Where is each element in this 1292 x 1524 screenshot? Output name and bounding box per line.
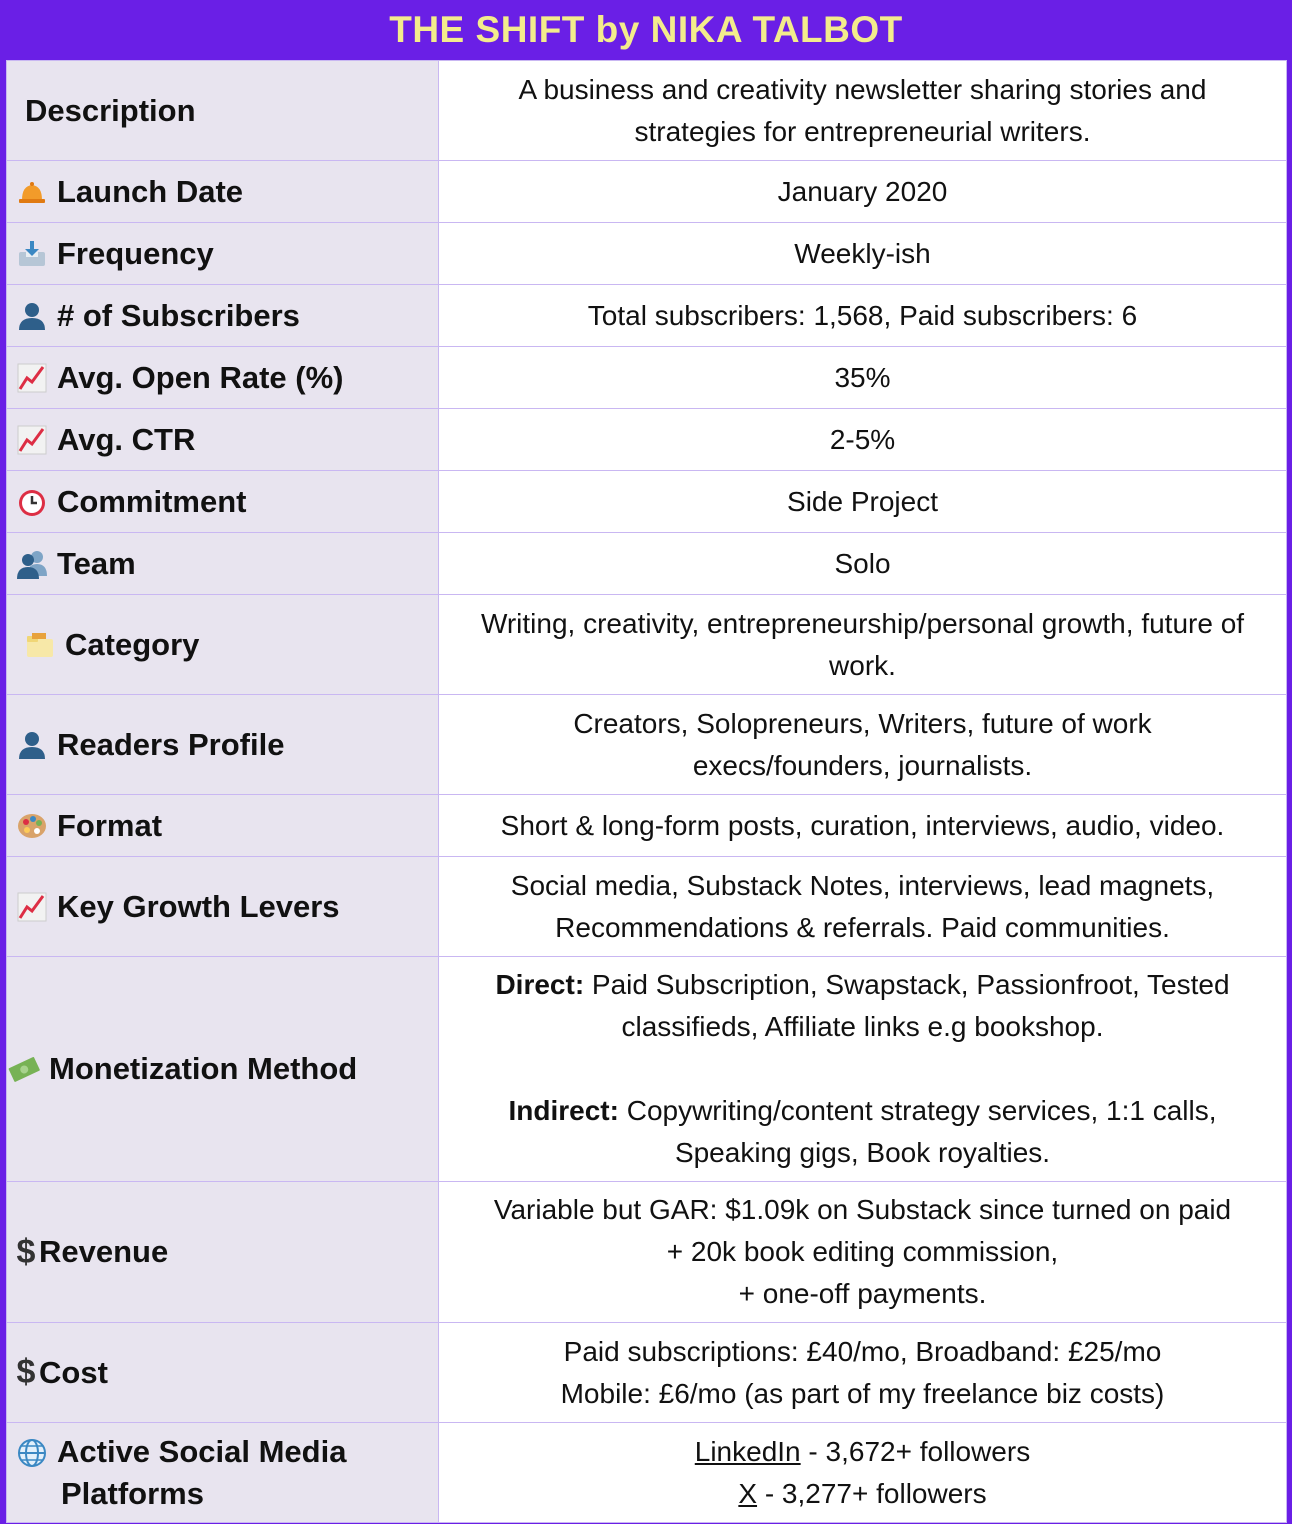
label-cell xyxy=(7,409,439,471)
indirect-label: Indirect: xyxy=(508,1095,619,1126)
globe-icon xyxy=(15,1436,49,1470)
dollar-icon: $ xyxy=(16,1353,36,1391)
value-line: Mobile: £6/mo (as part of my freelance biz costs) xyxy=(560,1377,1165,1409)
value-line: execs/founders, journalists. xyxy=(692,749,1033,781)
value-line: Weekly-ish xyxy=(794,237,931,269)
chart-increasing-icon xyxy=(15,361,49,395)
page-title: THE SHIFT by NIKA TALBOT xyxy=(389,9,903,50)
value-line: Copywriting/content strategy services, 1:1 calls, xyxy=(618,1095,1217,1126)
value-line: A business and creativity newsletter sharing stories and xyxy=(518,73,1207,105)
linkedin-link[interactable]: LinkedIn xyxy=(694,1435,801,1467)
row-label: Platforms xyxy=(61,1475,204,1511)
inbox-tray-icon xyxy=(15,237,49,271)
table-row xyxy=(7,1323,1287,1423)
value-cell xyxy=(439,1423,1287,1523)
row-label: Key Growth Levers xyxy=(57,888,340,924)
label-cell xyxy=(7,61,439,161)
value-cell xyxy=(439,533,1287,595)
value-line: January 2020 xyxy=(777,175,948,207)
row-label: Category xyxy=(65,626,200,662)
label-cell xyxy=(7,595,439,695)
label-cell xyxy=(7,695,439,795)
label-cell xyxy=(7,471,439,533)
value-line: Side Project xyxy=(787,485,938,517)
social-line xyxy=(445,1431,1280,1473)
table-row xyxy=(7,857,1287,957)
value-line: work. xyxy=(829,649,896,681)
value-line: Variable but GAR: $1.09k on Substack since turned on paid xyxy=(493,1194,1232,1225)
table-row xyxy=(7,533,1287,595)
label-cell xyxy=(7,161,439,223)
value-line: 2-5% xyxy=(829,423,896,455)
label-cell xyxy=(7,1182,439,1323)
table-row xyxy=(7,595,1287,695)
value-line: Paid subscriptions: £40/mo, Broadband: £25/mo xyxy=(563,1335,1162,1367)
row-label: Commitment xyxy=(57,483,247,519)
spacer xyxy=(445,1048,1280,1090)
indirect-line xyxy=(445,1090,1280,1132)
label-cell xyxy=(7,1423,439,1523)
row-label: # of Subscribers xyxy=(57,297,300,333)
value-cell xyxy=(439,695,1287,795)
value-cell xyxy=(439,471,1287,533)
row-label: Team xyxy=(57,545,136,581)
value-cell xyxy=(439,61,1287,161)
person-icon xyxy=(15,728,49,762)
file-folder-icon xyxy=(23,628,57,662)
row-label: Monetization Method xyxy=(49,1051,358,1086)
label-cell xyxy=(7,857,439,957)
money-icon xyxy=(7,1052,41,1086)
label-cell xyxy=(7,223,439,285)
value-cell xyxy=(439,857,1287,957)
value-cell xyxy=(439,595,1287,695)
value-line: strategies for entrepreneurial writers. xyxy=(634,115,1091,147)
value-line: 35% xyxy=(834,361,891,393)
label-cell xyxy=(7,347,439,409)
table-row xyxy=(7,1423,1287,1523)
chart-increasing-icon xyxy=(15,423,49,457)
value-line: Solo xyxy=(834,547,891,579)
value-cell xyxy=(439,409,1287,471)
palette-icon xyxy=(15,809,49,843)
value-line: + 20k book editing commission, xyxy=(666,1236,1059,1267)
table-row xyxy=(7,409,1287,471)
table-row xyxy=(7,223,1287,285)
x-link[interactable]: X xyxy=(738,1477,758,1509)
table-row xyxy=(7,161,1287,223)
table-row xyxy=(7,285,1287,347)
table-row xyxy=(7,695,1287,795)
value-line: classifieds, Affiliate links e.g bookshop. xyxy=(621,1011,1104,1042)
value-cell xyxy=(439,347,1287,409)
value-cell xyxy=(439,285,1287,347)
value-cell xyxy=(439,957,1287,1182)
table-row xyxy=(7,1182,1287,1323)
value-line: Speaking gigs, Book royalties. xyxy=(674,1137,1051,1168)
social-line xyxy=(445,1473,1280,1515)
value-line: Total subscribers: 1,568, Paid subscribers: 6 xyxy=(587,299,1138,331)
person-icon xyxy=(15,299,49,333)
bell-icon xyxy=(15,175,49,209)
table-row xyxy=(7,347,1287,409)
row-label: Cost xyxy=(39,1354,108,1390)
direct-line xyxy=(445,964,1280,1006)
label-cell xyxy=(7,1323,439,1423)
value-line: - 3,277+ followers xyxy=(757,1477,987,1509)
alarm-clock-icon xyxy=(15,485,49,519)
value-line: Creators, Solopreneurs, Writers, future of work xyxy=(573,707,1152,739)
value-line: + one-off payments. xyxy=(738,1278,987,1309)
table-row xyxy=(7,795,1287,857)
value-line: Social media, Substack Notes, interviews, lead magnets, xyxy=(510,869,1215,901)
dollar-icon: $ xyxy=(16,1232,36,1271)
table-row xyxy=(7,471,1287,533)
row-label: Active Social Media xyxy=(57,1433,347,1469)
value-cell xyxy=(439,161,1287,223)
label-cell xyxy=(7,533,439,595)
row-label: Revenue xyxy=(39,1234,169,1269)
table-row xyxy=(7,61,1287,161)
value-cell xyxy=(439,1182,1287,1323)
row-label: Description xyxy=(25,92,196,128)
direct-label: Direct: xyxy=(495,969,585,1000)
chart-increasing-icon xyxy=(15,890,49,924)
newsletter-table xyxy=(6,60,1287,1523)
value-line: Paid Subscription, Swapstack, Passionfroot, Tested xyxy=(584,969,1230,1000)
value-cell xyxy=(439,1323,1287,1423)
label-cell xyxy=(7,795,439,857)
value-cell xyxy=(439,795,1287,857)
label-cell xyxy=(7,957,439,1182)
value-cell xyxy=(439,223,1287,285)
row-label: Format xyxy=(57,807,163,843)
people-icon xyxy=(15,547,49,581)
row-label: Frequency xyxy=(57,235,214,271)
value-line: - 3,672+ followers xyxy=(800,1435,1031,1467)
table-row xyxy=(7,957,1287,1182)
row-label: Avg. CTR xyxy=(57,421,196,457)
value-line: Short & long-form posts, curation, interviews, audio, video. xyxy=(500,809,1225,841)
value-line: Recommendations & referrals. Paid communities. xyxy=(555,911,1170,943)
row-label: Launch Date xyxy=(57,173,244,209)
value-line: Writing, creativity, entrepreneurship/personal growth, future of xyxy=(480,607,1245,639)
row-label: Avg. Open Rate (%) xyxy=(57,359,344,395)
label-cell xyxy=(7,285,439,347)
row-label: Readers Profile xyxy=(57,726,285,762)
